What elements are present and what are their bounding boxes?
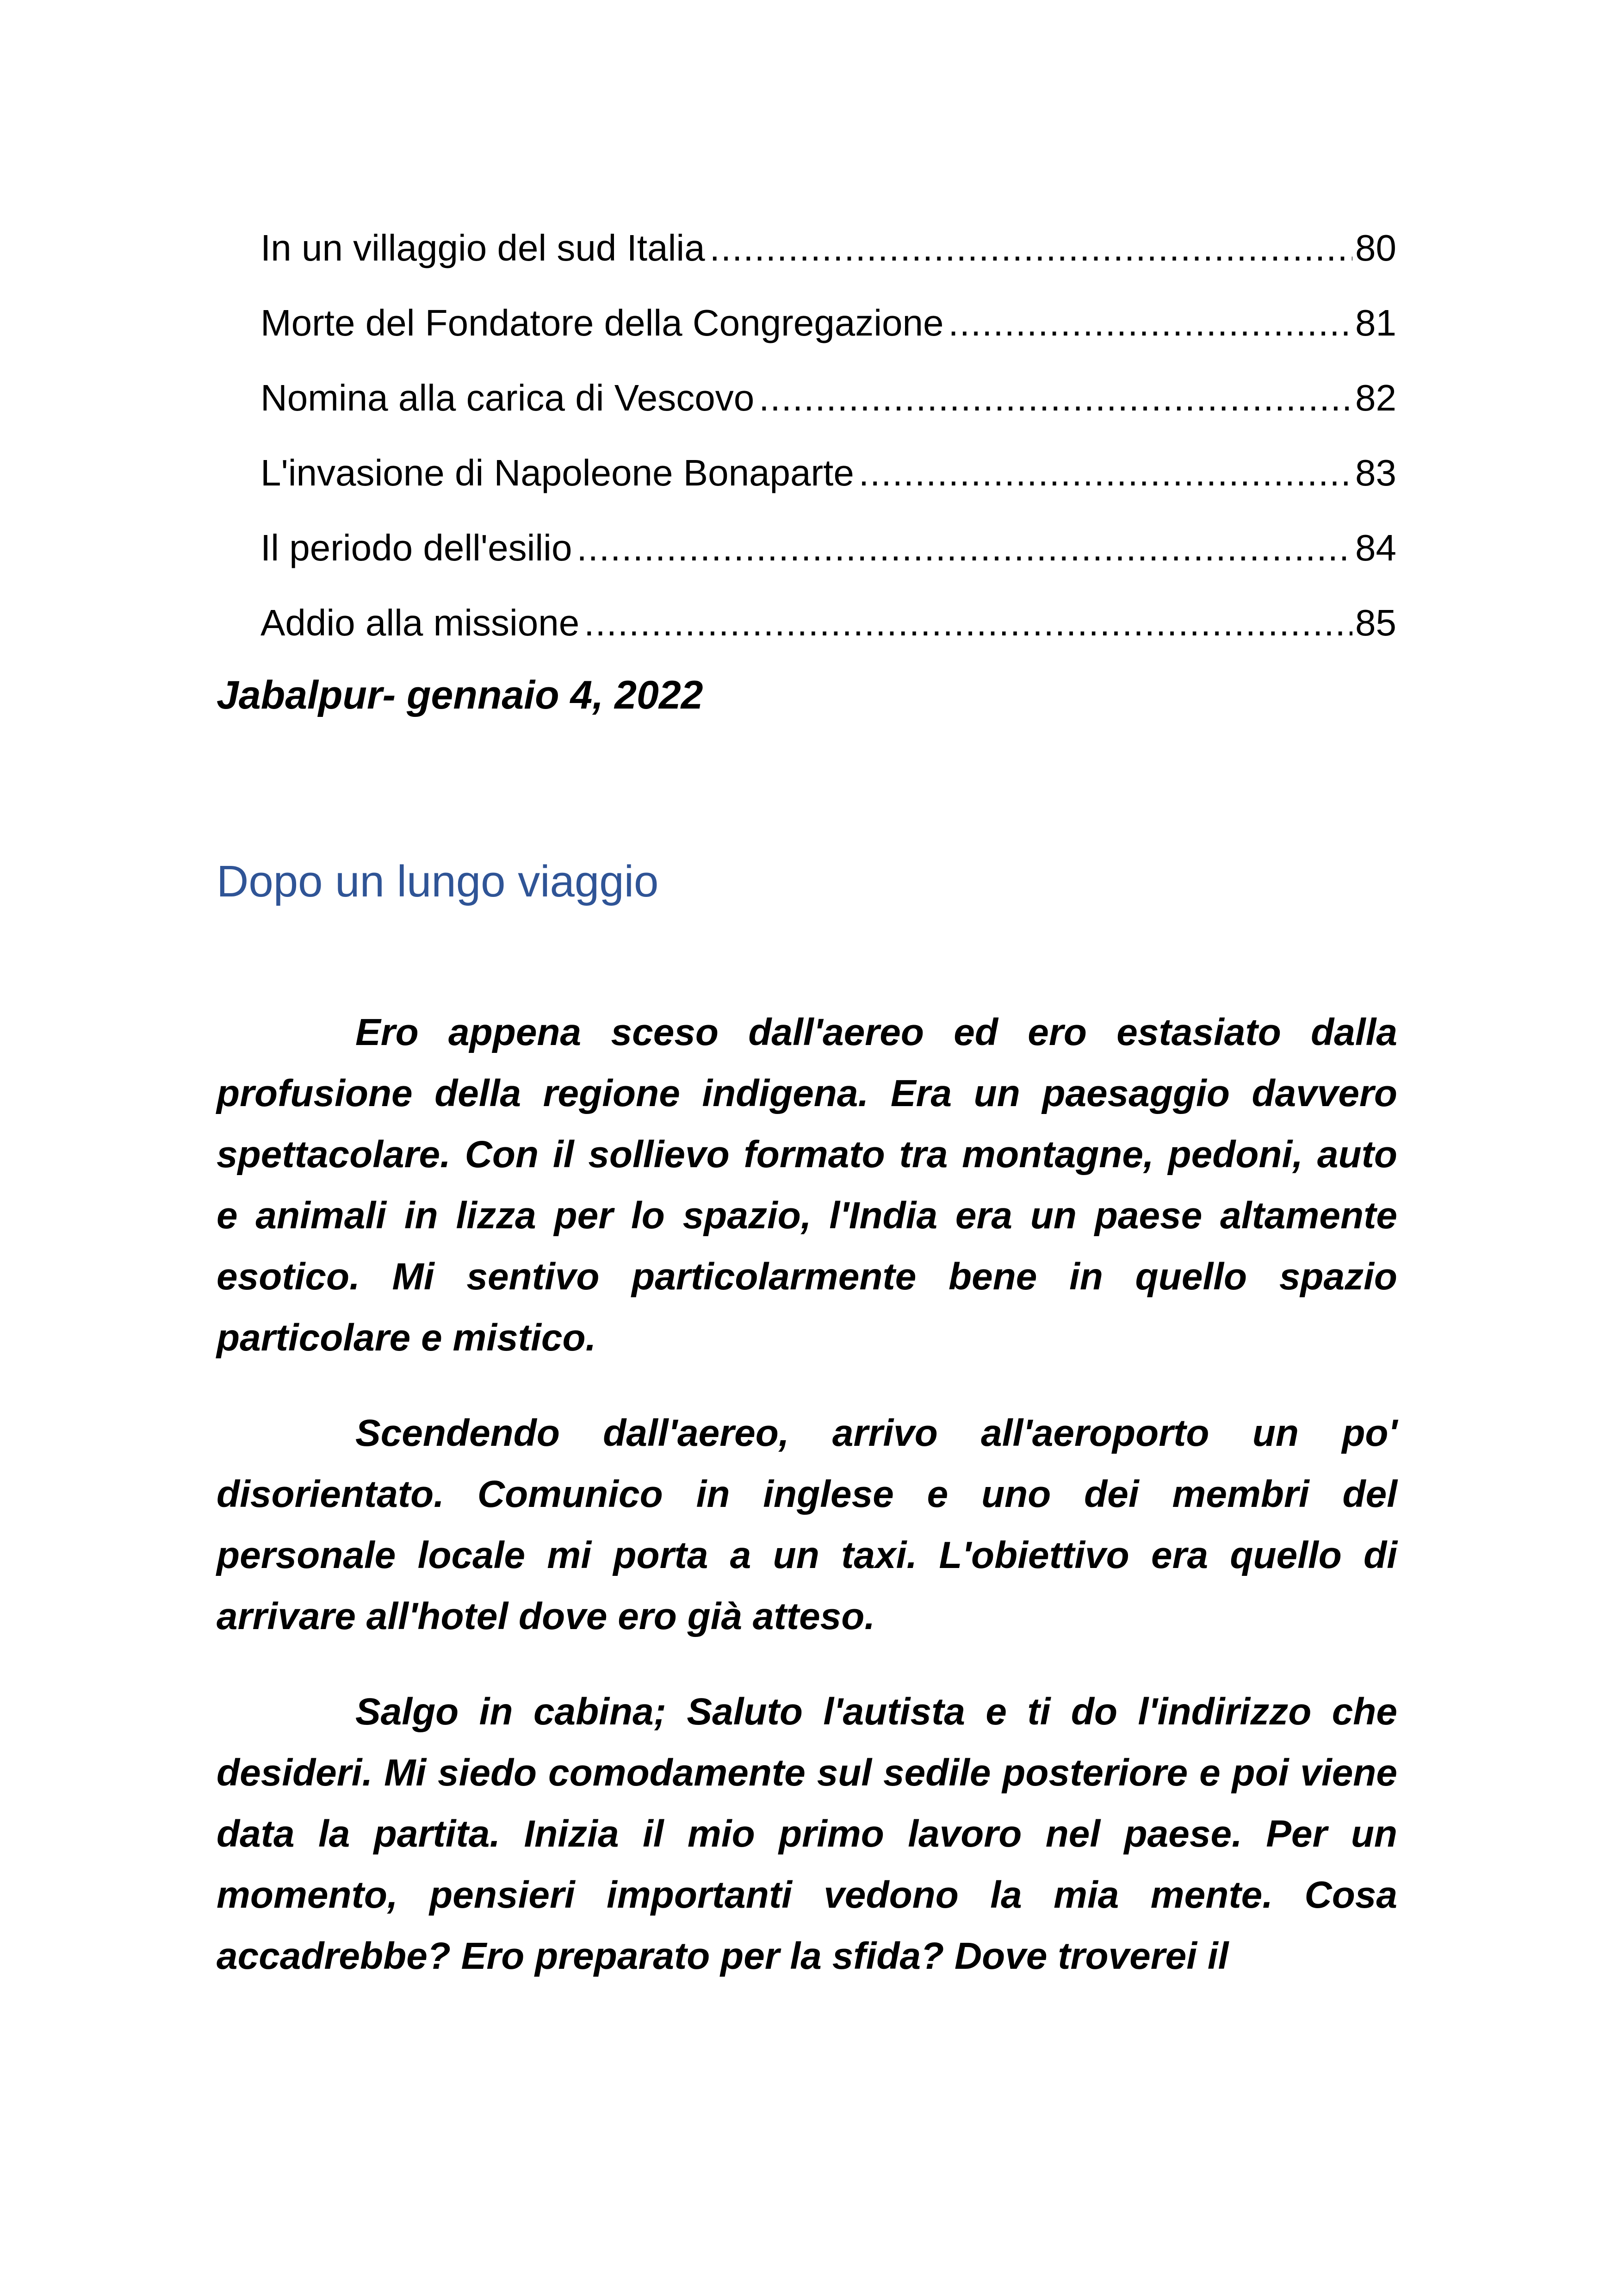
toc-entry-page: 83 (1355, 452, 1396, 493)
toc-entry[interactable] (260, 436, 1396, 510)
toc-entry[interactable] (260, 510, 1396, 585)
toc-entry-title: Morte del Fondatore della Congregazione (260, 302, 944, 343)
toc-entry-page: 81 (1355, 302, 1396, 343)
section-heading: Dopo un lungo viaggio (217, 857, 659, 906)
toc-dot-leader (948, 286, 1352, 361)
toc-entry-title: Nomina alla carica di Vescovo (260, 377, 755, 418)
toc-entry-title: In un villaggio del sud Italia (260, 227, 705, 268)
paragraph: Ero appena sceso dall'aereo ed ero estasiato dalla profusione della regione indigena. Era un paesaggio davvero spettacolare. Con il sollievo formato tra montagne, pedoni, auto e animali in lizza per lo spazio, l'India era un paese altamente esotico. Mi sentivo particolarmente bene in quello spazio particolare e mistico. (217, 1011, 1397, 1359)
toc-dot-leader (584, 585, 1352, 660)
toc-dot-leader (859, 436, 1352, 510)
paragraph: Scendendo dall'aereo, arrivo all'aeroporto un po' disorientato. Comunico in inglese e uno dei membri del personale locale mi porta a un taxi. L'obiettivo era quello di arrivare all'hotel dove ero già atteso. (217, 1412, 1397, 1637)
toc-entry-page: 84 (1355, 527, 1396, 568)
dateline: Jabalpur- gennaio 4, 2022 (217, 673, 703, 717)
toc-entry[interactable] (260, 286, 1396, 361)
paragraph: Salgo in cabina; Saluto l'autista e ti do l'indirizzo che desideri. Mi siedo comodamente sul sedile posteriore e poi viene data la partita. Inizia il mio primo lavoro nel paese. Per un momento, pensieri importanti vedono la mia mente. Cosa accadrebbe? Ero preparato per la sfida? Dove troverei il (217, 1691, 1397, 1977)
toc-dot-leader (710, 211, 1352, 286)
toc-entry-page: 80 (1355, 227, 1396, 268)
body-text (217, 1002, 1397, 2021)
toc-dot-leader (577, 510, 1352, 585)
toc-entry-page: 82 (1355, 377, 1396, 418)
toc-entry[interactable] (260, 361, 1396, 436)
toc-entry-title: Addio alla missione (260, 602, 580, 643)
toc-dot-leader (759, 361, 1352, 436)
table-of-contents (260, 211, 1396, 660)
toc-entry[interactable] (260, 585, 1396, 660)
toc-entry[interactable] (260, 211, 1396, 286)
toc-entry-title: L'invasione di Napoleone Bonaparte (260, 452, 854, 493)
toc-entry-title: Il periodo dell'esilio (260, 527, 572, 568)
toc-entry-page: 85 (1355, 602, 1396, 643)
